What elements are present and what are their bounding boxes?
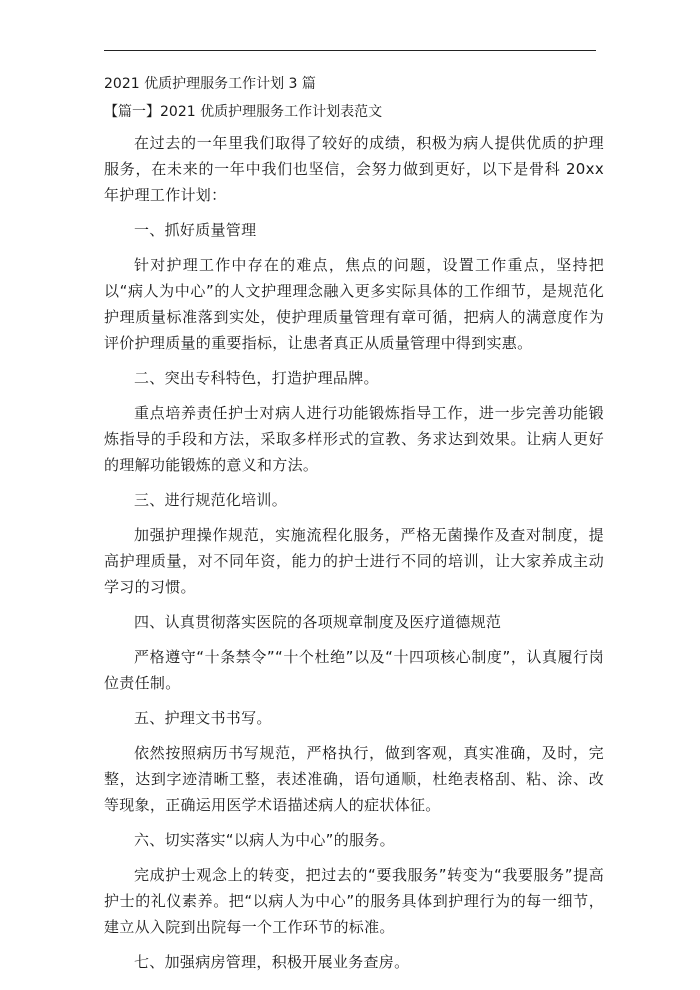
paragraph-specialty-features: 重点培养责任护士对病人进行功能锻炼指导工作，进一步完善功能锻炼指导的手段和方法，采取多样形式的宣教、务求达到效果。让病人更好的理解功能锻炼的意义和方法。 <box>104 404 604 474</box>
paragraph-patient-centered: 完成护士观念上的转变，把过去的“要我服务”转变为“我要服务”提高护士的礼仪素养。把“以病人为中心”的服务具体到护理行为的每一细节，建立从入院到出院每一个工作环节的标准。 <box>104 866 604 936</box>
header-rule <box>104 50 596 51</box>
heading-specialty-features: 二、突出专科特色，打造护理品牌。 <box>134 369 379 387</box>
heading-standardized-training: 三、进行规范化培训。 <box>134 491 288 509</box>
paragraph-hospital-regulations: 严格遵守“十条禁令”“十个杜绝”以及“十四项核心制度”，认真履行岗位责任制。 <box>104 648 604 692</box>
paragraph-nursing-documents: 依然按照病历书写规范，严格执行，做到客观，真实准确，及时，完整，达到字迹清晰工整，表述准确，语句通顺，杜绝表格刮、粘、涂、改等现象，正确运用医学术语描述病人的症状体征。 <box>104 744 604 814</box>
heading-ward-management: 七、加强病房管理，积极开展业务查房。 <box>134 953 410 971</box>
document-title: 2021 优质护理服务工作计划 3 篇 <box>104 76 316 92</box>
heading-quality-management: 一、抓好质量管理 <box>134 221 257 239</box>
document-body <box>104 74 604 984</box>
heading-nursing-documents: 五、护理文书书写。 <box>134 709 272 727</box>
section-title: 【篇一】2021 优质护理服务工作计划表范文 <box>104 104 383 120</box>
intro-paragraph: 在过去的一年里我们取得了较好的成绩，积极为病人提供优质的护理服务，在未来的一年中我们也坚信，会努力做到更好，以下是骨科 20xx 年护理工作计划： <box>104 134 604 204</box>
heading-hospital-regulations: 四、认真贯彻落实医院的各项规章制度及医疗道德规范 <box>134 613 502 631</box>
paragraph-quality-management: 针对护理工作中存在的难点，焦点的问题，设置工作重点，坚持把以“病人为中心”的人文护理理念融入更多实际具体的工作细节，是规范化护理质量标准落到实处，使护理质量管理有章可循，把病人的满意度作为评价护理质量的重要指标，让患者真正从质量管理中得到实惠。 <box>104 256 604 352</box>
paragraph-standardized-training: 加强护理操作规范，实施流程化服务，严格无菌操作及查对制度，提高护理质量，对不同年资，能力的护士进行不同的培训，让大家养成主动学习的习惯。 <box>104 526 604 596</box>
heading-patient-centered: 六、切实落实“以病人为中心”的服务。 <box>134 831 395 849</box>
